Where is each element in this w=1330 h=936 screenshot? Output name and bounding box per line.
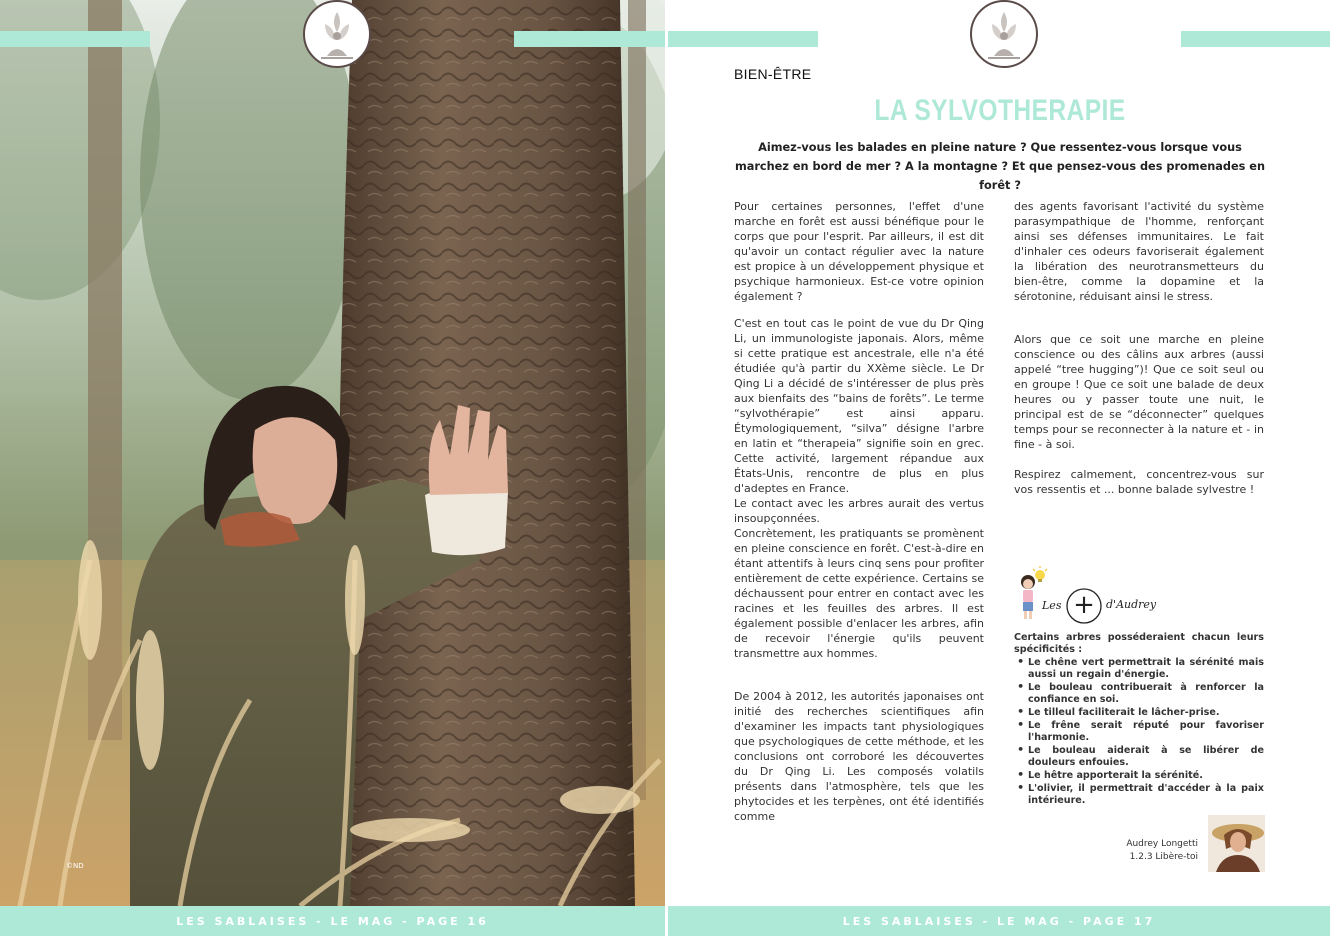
tree-hugging-photo <box>0 0 665 906</box>
left-footer-text: LES SABLAISES - LE MAG - PAGE 16 <box>176 914 489 928</box>
right-accent-bar-2 <box>1181 31 1330 47</box>
right-footer <box>668 906 1330 936</box>
tips-logo-left: Les <box>1042 599 1062 612</box>
right-page <box>668 0 1330 936</box>
paragraph: Concrètement, les pratiquants se promènent en pleine conscience en forêt. C'est-à-dire en étant attentifs à leurs cinq sens pour profiter entièrement de cette expérience. Certains se déchaussent pour entrer en contact avec les racines et les feuilles des arbres. Il est également possible d'enlacer les arbres, afin de recevoir l'énergie qu'ils peuvent transmettre aux hommes. <box>734 527 984 660</box>
paragraph: De 2004 à 2012, les autorités japonaises ont initié des recherches scientifiques afin d'examiner les impacts tant physiologiques que psychologiques de cette méthode, et les conclusions ont corroboré les découvertes du Dr Qing Li. Les composés volatils présents dans l'atmosphère, tels que les phytocides et les terpènes, ont été identifiés comme <box>734 690 984 823</box>
author-org: 1.2.3 Libère-toi <box>1129 852 1198 862</box>
list-item: • L'olivier, il permettrait d'accéder à la paix intérieure. <box>1028 782 1264 807</box>
tips-list <box>1014 656 1264 807</box>
plus-icon: + <box>1073 590 1095 620</box>
author-photo <box>1208 815 1265 872</box>
right-footer-text: LES SABLAISES - LE MAG - PAGE 17 <box>842 914 1156 928</box>
photo-illustration <box>0 0 665 906</box>
paragraph: des agents favorisant l'activité du système parasympathique de l'homme, renforçant ainsi ses défenses immunitaires. Le fait d'inhaler ces odeurs favoriserait également la libération des neurotransmetteurs du bien-être, comme la dopamine et la sérotonine, réduisant ainsi le stress. <box>1014 200 1264 303</box>
tips-logo-right: d'Audrey <box>1106 598 1157 611</box>
lotus-figure-icon <box>305 2 369 66</box>
article-column-1 <box>734 199 984 824</box>
sylva-logo-icon <box>303 0 371 68</box>
tips-box <box>1014 566 1264 807</box>
author-credit <box>1100 838 1198 864</box>
lotus-figure-icon-right <box>972 2 1036 66</box>
paragraph: Le contact avec les arbres aurait des vertus insoupçonnées. <box>734 497 984 525</box>
list-item: • Le tilleul faciliterait le lâcher-prise. <box>1028 706 1264 719</box>
article-intro: Aimez-vous les balades en pleine nature ? Que ressentez-vous lorsque vous marchez en bord de mer ? A la montagne ? Et que pensez-vous des promenades en forêt ? <box>734 141 1266 192</box>
list-item: • Le hêtre apporterait la sérénité. <box>1028 769 1264 782</box>
author-name: Audrey Longetti <box>1126 839 1198 849</box>
left-accent-bar <box>0 31 150 47</box>
tips-intro: Certains arbres posséderaient chacun leurs spécificités : <box>1014 632 1264 655</box>
left-accent-bar-2 <box>514 31 665 47</box>
paragraph: Respirez calmement, concentrez-vous sur vos ressentis et ... bonne balade sylvestre ! <box>1014 468 1264 496</box>
article-column-2 <box>1014 199 1264 497</box>
sylva-logo-icon-right <box>970 0 1038 68</box>
list-item: • Le bouleau contribuerait à renforcer la confiance en soi. <box>1028 681 1264 706</box>
paragraph: Pour certaines personnes, l'effet d'une marche en forêt est aussi bénéfique pour le corps que pour l'esprit. Par ailleurs, il est dit qu'avoir un contact régulier avec la nature est propice à un développement physique et psychique harmonieux. Est-ce votre opinion également ? <box>734 200 984 303</box>
list-item: • Le frêne serait réputé pour favoriser l'harmonie. <box>1028 719 1264 744</box>
article-title: LA SYLVOTHERAPIE <box>874 94 1126 127</box>
list-item: • Le chêne vert permettrait la sérénité mais aussi un regain d'énergie. <box>1028 656 1264 681</box>
section-label: BIEN-ÊTRE <box>734 66 812 82</box>
tips-logo <box>1014 566 1264 628</box>
paragraph: Alors que ce soit une marche en pleine conscience ou des câlins aux arbres (aussi appelé “tree hugging”)! Que ce soit seul ou en groupe ! Que ce soit une balade de deux heures ou y passer toute une nuit, le principal est de se “déconnecter” quelques temps pour se reconnecter à la nature et - in fine - à soi. <box>1014 333 1264 451</box>
photo-credit: ©ND <box>66 862 84 870</box>
left-footer <box>0 906 665 936</box>
list-item: • Le bouleau aiderait à se libérer de douleurs enfouies. <box>1028 744 1264 769</box>
author-avatar <box>1208 815 1265 872</box>
right-accent-bar <box>668 31 818 47</box>
paragraph: C'est en tout cas le point de vue du Dr Qing Li, un immunologiste japonais. Alors, même si cette pratique est ancestrale, elle n'a été étudiée qu'à partir du XXème siècle. Le Dr Qing Li a décidé de s'intéresser de plus près aux bienfaits des “bains de forêts”. Le terme “sylvothérapie” est ainsi apparu. Étymologiquement, “silva” désigne l'arbre en latin et “therapeia” signifie soin en grec. Cette activité, largement répandue aux États-Unis, rencontre de plus en plus d'adeptes en France. <box>734 317 984 495</box>
